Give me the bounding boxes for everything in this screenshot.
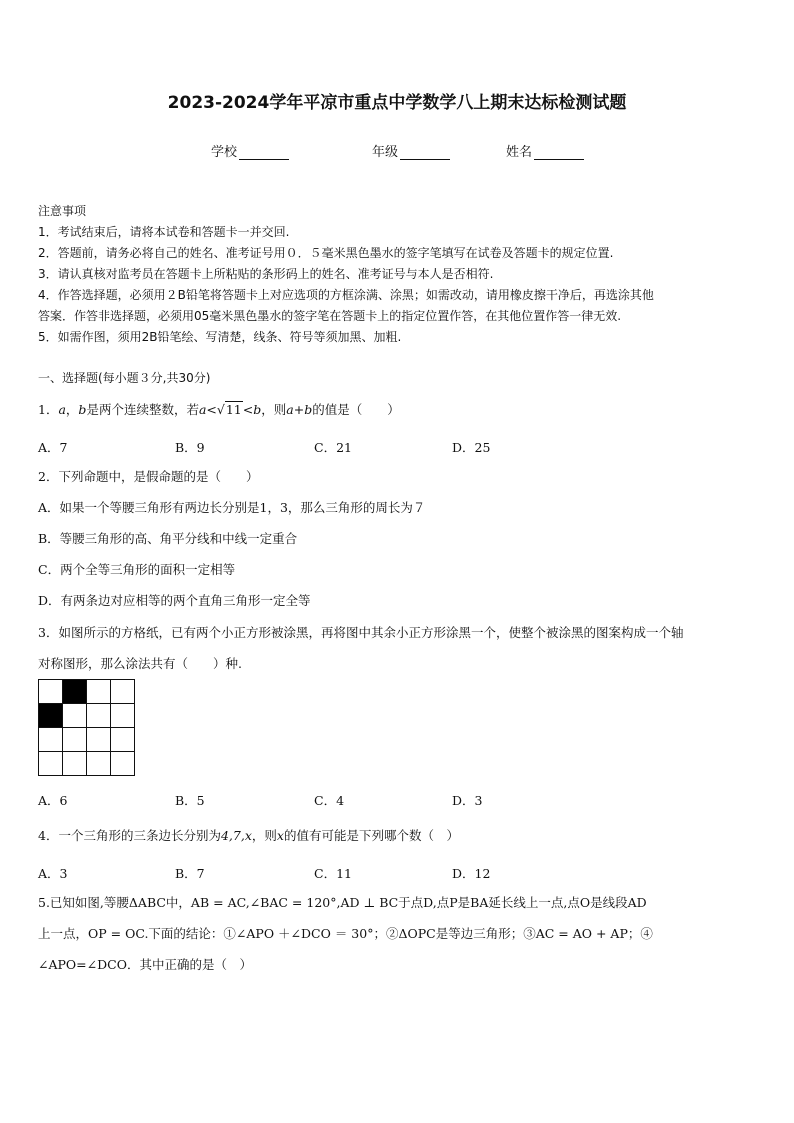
option-a: A．7 [38, 440, 68, 455]
question-1-stem: 1．a，b是两个连续整数，若a<√11<b，则a+b的值是（ ） [38, 402, 400, 417]
notice-item: 3．请认真核对监考员在答题卡上所粘贴的条形码上的姓名、准考证号与本人是否相符. [38, 267, 494, 281]
section-heading: 一、选择题(每小题３分,共30分) [38, 371, 211, 385]
grid-cell [87, 704, 111, 728]
grade-field [372, 141, 450, 160]
notice-heading: 注意事项 [38, 204, 87, 218]
option-c: C．21 [314, 440, 352, 455]
option-d: D．12 [452, 866, 491, 881]
grid-cell [87, 728, 111, 752]
option-b: B．5 [175, 793, 205, 808]
option-a: A．3 [38, 866, 68, 881]
grid-cell [63, 752, 87, 776]
question-2-stem: 2．下列命题中，是假命题的是（ ） [38, 469, 259, 484]
grid-cell [111, 752, 135, 776]
grid-cell [39, 680, 63, 704]
name-label: 姓名 [506, 145, 533, 160]
grade-blank[interactable] [400, 146, 450, 160]
option-a: A．6 [38, 793, 68, 808]
sqrt-symbol: √ [216, 402, 225, 417]
question-3-stem-cont: 对称图形，那么涂法共有（ ）种. [38, 656, 242, 671]
grade-label: 年级 [372, 145, 399, 160]
question-5-stem-cont: ∠APO=∠DCO．其中正确的是（ ） [38, 957, 252, 972]
question-4-stem: 4．一个三角形的三条边长分别为4,7,x，则x的值有可能是下列哪个数（ ） [38, 828, 459, 843]
name-field [506, 141, 584, 160]
grid-cell [39, 728, 63, 752]
option-c: C．两个全等三角形的面积一定相等 [38, 562, 236, 577]
option-c: C．11 [314, 866, 352, 881]
notice-item: 1．考试结束后，请将本试卷和答题卡一并交回. [38, 225, 290, 239]
school-blank[interactable] [239, 146, 289, 160]
school-field [211, 141, 289, 160]
option-b: B．等腰三角形的高、角平分线和中线一定重合 [38, 531, 298, 546]
option-d: D．3 [452, 793, 483, 808]
notice-item: 答案．作答非选择题，必须用05毫米黑色墨水的签字笔在答题卡上的指定位置作答，在其他位置作答一律无效. [38, 309, 622, 323]
grid-cell [63, 728, 87, 752]
grid-cell [39, 752, 63, 776]
option-d: D．有两条边对应相等的两个直角三角形一定全等 [38, 593, 311, 608]
name-blank[interactable] [534, 146, 584, 160]
grid-cell-shaded [39, 704, 63, 728]
option-d: D．25 [452, 440, 491, 455]
option-a: A．如果一个等腰三角形有两边长分别是1，3，那么三角形的周长为７ [38, 500, 426, 515]
notice-item: 4．作答选择题，必须用２B铅笔将答题卡上对应选项的方框涂满、涂黑；如需改动，请用橡皮擦干净后，再选涂其他 [38, 288, 654, 302]
grid-cell [63, 704, 87, 728]
grid-cell-shaded [63, 680, 87, 704]
question-5-stem-cont: 上一点，OP = OC.下面的结论：①∠APO ＋∠DCO ＝ 30°；②ΔOPC是等边三角形；③AC = AO + AP；④ [38, 926, 653, 941]
grid-cell [87, 680, 111, 704]
option-c: C．4 [314, 793, 345, 808]
option-b: B．7 [175, 866, 205, 881]
page-title: 2023-2024学年平凉市重点中学数学八上期末达标检测试题 [167, 93, 627, 113]
notice-item: 5．如需作图，须用2B铅笔绘、写清楚，线条、符号等须加黑、加粗. [38, 330, 402, 344]
notice-item: 2．答题前，请务必将自己的姓名、准考证号用０．５毫米黑色墨水的签字笔填写在试卷及答题卡的规定位置. [38, 246, 614, 260]
grid-cell [111, 680, 135, 704]
grid-cell [87, 752, 111, 776]
grid-cell [111, 728, 135, 752]
question-3-stem: 3．如图所示的方格纸，已有两个小正方形被涂黑，再将图中其余小正方形涂黑一个，使整个被涂黑的图案构成一个轴 [38, 625, 684, 640]
square-grid-figure [38, 679, 135, 776]
school-label: 学校 [211, 145, 238, 160]
option-b: B．9 [175, 440, 205, 455]
question-5-stem: 5.已知如图,等腰ΔABC中，AB = AC,∠BAC = 120°,AD ⊥ BC于点D,点P是BA延长线上一点,点O是线段AD [38, 895, 647, 910]
grid-cell [111, 704, 135, 728]
